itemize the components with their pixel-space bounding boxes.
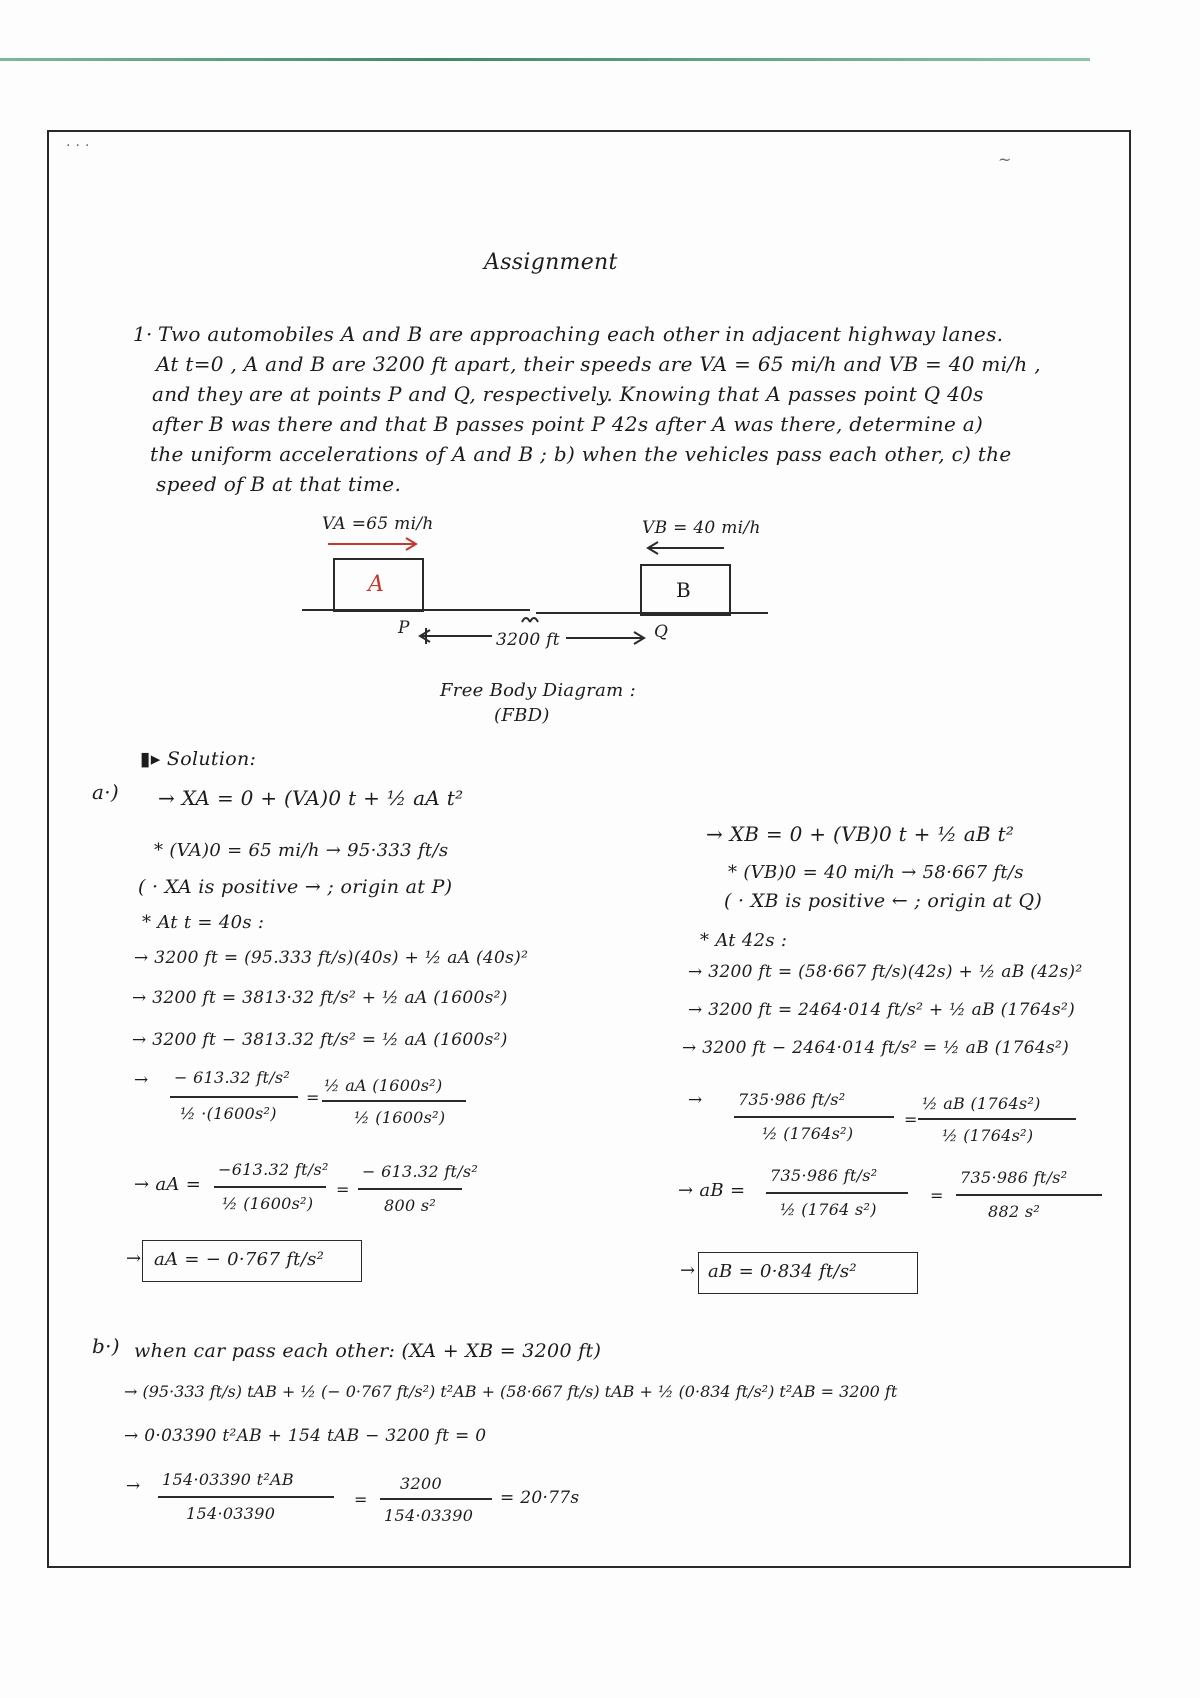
- page-title: Assignment: [484, 250, 618, 275]
- problem-number: 1·: [133, 322, 153, 346]
- part-b-eq: → 0·03390 t²AB + 154 tAB − 3200 ft = 0: [124, 1426, 487, 1446]
- left-eq8-arrow: →: [134, 1070, 149, 1090]
- right-eq8-arrow: →: [688, 1090, 703, 1110]
- left-eq9-denominator: ½ (1600s²): [222, 1194, 314, 1213]
- part-b-eq3-rhs-denominator: 154·03390: [384, 1506, 474, 1525]
- right-eq9-lhs: → aB =: [678, 1180, 746, 1201]
- problem-line: At t=0 , A and B are 3200 ft apart, their speeds are VA = 65 mi/h and VB = 40 mi/h ,: [156, 352, 1041, 376]
- fraction-bar: [322, 1100, 466, 1102]
- result-aa: aA = − 0·767 ft/s²: [154, 1249, 325, 1270]
- header-dots: · · ·: [66, 138, 90, 154]
- fraction-bar: [956, 1194, 1102, 1196]
- left-eq9-lhs: → aA =: [134, 1174, 202, 1195]
- fraction-bar: [380, 1498, 492, 1500]
- left-eq8-rhs-numerator: ½ aA (1600s²): [324, 1076, 443, 1095]
- left-eq8-rhs-denominator: ½ (1600s²): [354, 1108, 446, 1127]
- right-eq: * (VB)0 = 40 mi/h → 58·667 ft/s: [728, 862, 1024, 883]
- header-corner-mark: ~: [998, 150, 1012, 169]
- right-eq: → 3200 ft − 2464·014 ft/s² = ½ aB (1764s²): [682, 1038, 1070, 1058]
- fraction-bar: [734, 1116, 894, 1118]
- point-q-label: Q: [654, 622, 669, 642]
- problem-line: Two automobiles A and B are approaching each other in adjacent highway lanes.: [158, 322, 1004, 346]
- right-eq8-equals: =: [904, 1110, 918, 1129]
- right-eq: → XB = 0 + (VB)0 t + ½ aB t²: [706, 822, 1015, 846]
- solution-heading: ▮▸ Solution:: [140, 748, 257, 770]
- problem-line: speed of B at that time.: [156, 472, 402, 496]
- va-label: VA =65 mi/h: [322, 514, 434, 534]
- part-b-eq: → (95·333 ft/s) tAB + ½ (− 0·767 ft/s²) t²AB + (58·667 ft/s) tAB + ½ (0·834 ft/s²) t²AB = 3200 ft: [124, 1382, 898, 1401]
- fraction-bar: [170, 1096, 298, 1098]
- part-b-label: b·): [92, 1334, 120, 1358]
- left-eq: → 3200 ft − 3813.32 ft/s² = ½ aA (1600s²): [132, 1030, 508, 1050]
- left-eq8-numerator: − 613.32 ft/s²: [174, 1068, 291, 1087]
- right-eq8-rhs-denominator: ½ (1764s²): [942, 1126, 1034, 1145]
- left-eq: * At t = 40s :: [142, 912, 265, 933]
- right-eq8-rhs-numerator: ½ aB (1764s²): [922, 1094, 1041, 1113]
- left-eq: ( · XA is positive → ; origin at P): [138, 876, 453, 898]
- left-eq9-rhs-denominator: 800 s²: [384, 1196, 437, 1215]
- problem-line: and they are at points P and Q, respectively. Knowing that A passes point Q 40s: [152, 382, 984, 406]
- left-eq9-equals: =: [336, 1180, 350, 1199]
- left-eq9-numerator: −613.32 ft/s²: [218, 1160, 329, 1179]
- right-eq9-denominator: ½ (1764 s²): [780, 1200, 877, 1219]
- car-a-label: A: [368, 572, 384, 597]
- fraction-bar: [766, 1192, 908, 1194]
- left-eq9-rhs-numerator: − 613.32 ft/s²: [362, 1162, 479, 1181]
- left-eq: → 3200 ft = (95.333 ft/s)(40s) + ½ aA (40s)²: [134, 948, 529, 968]
- right-eq9-rhs-numerator: 735·986 ft/s²: [960, 1168, 1068, 1187]
- part-b-eq3-numerator: 154·03390 t²AB: [162, 1470, 294, 1489]
- right-eq9-equals: =: [930, 1186, 944, 1205]
- part-b-eq3-result: = 20·77s: [500, 1488, 580, 1508]
- right-eq9-rhs-denominator: 882 s²: [988, 1202, 1041, 1221]
- part-b-eq3-equals: =: [354, 1490, 368, 1509]
- part-a-label: a·): [92, 780, 119, 804]
- right-result-arrow: →: [680, 1260, 696, 1281]
- part-b-eq3-denominator: 154·03390: [186, 1504, 276, 1523]
- part-b-heading: when car pass each other: (XA + XB = 3200 ft): [134, 1340, 602, 1362]
- left-eq8-denominator: ½ ·(1600s²): [180, 1104, 277, 1123]
- left-eq: → XA = 0 + (VA)0 t + ½ aA t²: [158, 786, 464, 810]
- point-p-label: P: [398, 618, 410, 638]
- break-mark: [522, 618, 538, 622]
- left-result-arrow: →: [126, 1248, 142, 1269]
- left-eq: → 3200 ft = 3813·32 ft/s² + ½ aA (1600s²): [132, 988, 508, 1008]
- car-b-label: B: [676, 578, 691, 602]
- fbd-caption-abbrev: (FBD): [494, 705, 550, 726]
- left-eq: * (VA)0 = 65 mi/h → 95·333 ft/s: [154, 840, 449, 861]
- fraction-bar: [158, 1496, 334, 1498]
- result-ab: aB = 0·834 ft/s²: [708, 1261, 857, 1282]
- fraction-bar: [918, 1118, 1076, 1120]
- right-eq8-numerator: 735·986 ft/s²: [738, 1090, 846, 1109]
- right-eq: ( · XB is positive ← ; origin at Q): [724, 890, 1043, 912]
- right-eq: → 3200 ft = 2464·014 ft/s² + ½ aB (1764s²): [688, 1000, 1076, 1020]
- right-eq9-numerator: 735·986 ft/s²: [770, 1166, 878, 1185]
- fraction-bar: [214, 1186, 326, 1188]
- distance-label: 3200 ft: [496, 630, 560, 650]
- right-eq: → 3200 ft = (58·667 ft/s)(42s) + ½ aB (42s)²: [688, 962, 1083, 982]
- part-b-eq3-rhs-numerator: 3200: [400, 1474, 442, 1493]
- vb-label: VB = 40 mi/h: [642, 518, 761, 538]
- fbd-caption: Free Body Diagram :: [440, 680, 636, 701]
- left-eq8-equals: =: [306, 1088, 320, 1107]
- problem-line: after B was there and that B passes point P 42s after A was there, determine a): [152, 412, 984, 436]
- part-b-eq3-arrow: →: [126, 1476, 141, 1496]
- problem-line: the uniform accelerations of A and B ; b) when the vehicles pass each other, c) the: [150, 442, 1012, 466]
- right-eq8-denominator: ½ (1764s²): [762, 1124, 854, 1143]
- right-eq: * At 42s :: [700, 930, 788, 951]
- fraction-bar: [358, 1188, 462, 1190]
